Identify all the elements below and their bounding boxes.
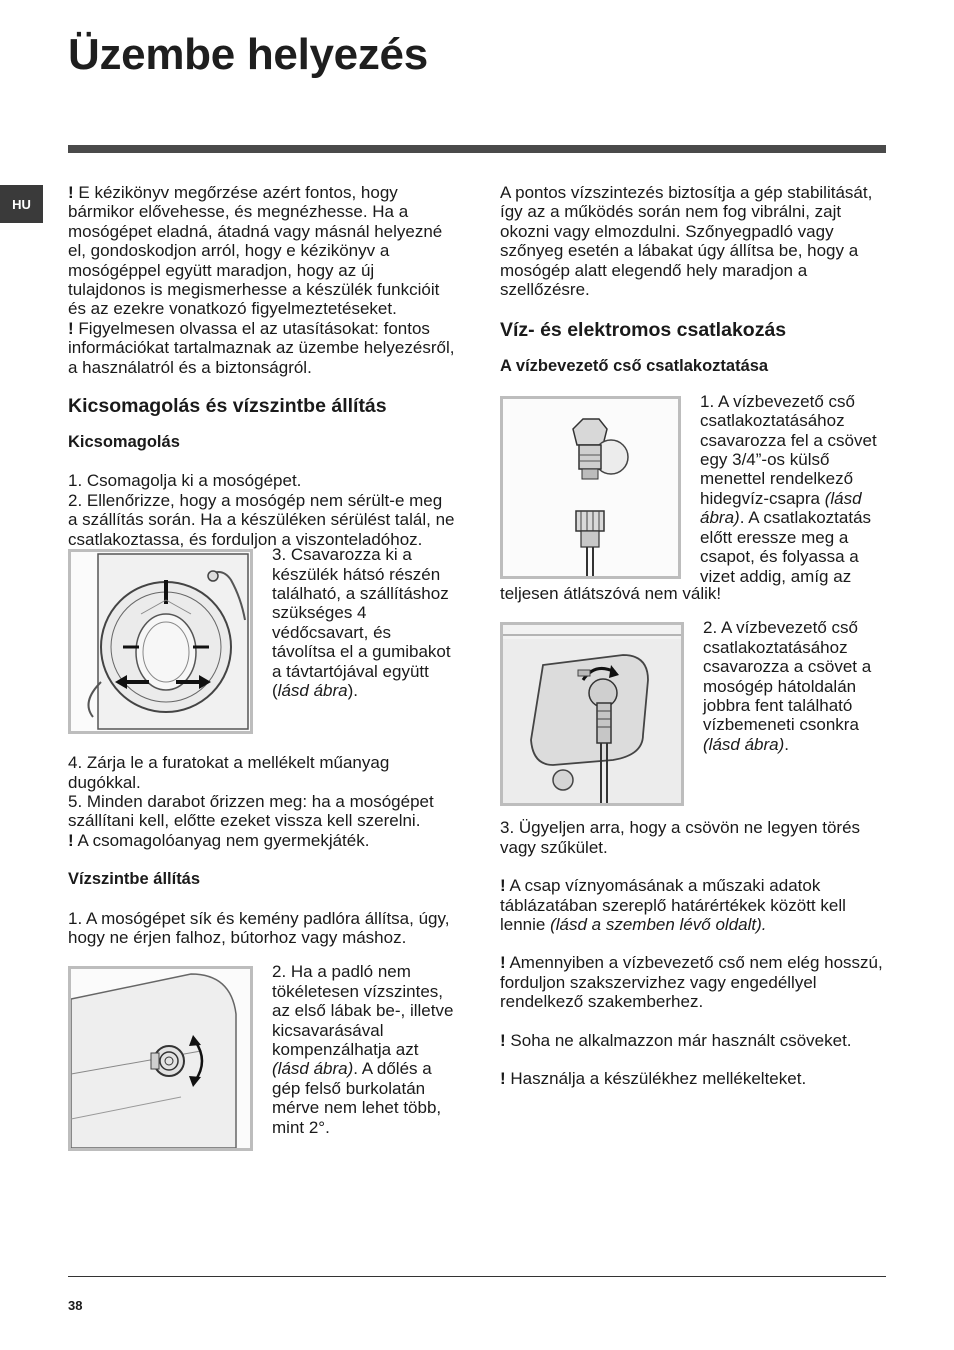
warning-mark: ! [500,876,506,896]
warning-hose-length [500,953,888,1011]
unpack-step-5: 5. Minden darabot őrizzen meg: ha a mosógépet szállítani kell, előtte ezeket vissza kell szerelni. [68,791,434,831]
inlet-step-2-end: . [784,734,789,754]
intro-paragraph-2 [68,319,456,377]
tap-hose-icon [503,399,678,576]
unpack-warning [68,831,456,850]
inlet-step-1-mid: . A csatlakoztatás előtt eressze meg a csapot, és folyassa a vizet addig, amíg az [700,508,872,586]
warning-mark: ! [68,183,74,202]
heading-water-electric: Víz- és elektromos csatlakozás [500,319,787,342]
see-figure-ref: (lásd ábra) [703,734,785,754]
warning-mark: ! [500,1068,506,1088]
machine-inlet-figure [500,622,684,806]
washing-machine-rear-icon [71,552,250,731]
heading-unpacking-leveling: Kicsomagolás és vízszintbe állítás [68,395,387,418]
intro-text-2: Figyelmesen olvassa el az utasításokat: fontos információkat tartalmaznak az üzembe helyezésről, a használatról és a biztonságról. [68,318,455,377]
title-divider [68,145,886,153]
warning-used-hoses-text: Soha ne alkalmazzon már használt csöveket. [510,1030,852,1050]
subheading-inlet-hose: A vízbevezető cső csatlakoztatása [500,357,769,376]
warning-hose-length-text: Amennyiben a vízbevezető cső nem elég hosszú, forduljon szakszervizhez vagy engedéllyel rendelkező szakemberhez. [500,953,883,1012]
inlet-step-2-text: 2. A vízbevezető cső csatlakoztatásához csavarozza a csövet a mosógép hátoldalán jobbra fent található vízbemeneti csonkra [703,618,872,735]
see-figure-ref: (lásd ábra) [700,488,862,528]
leveling-intro: A pontos vízszintezés biztosítja a gép stabilitását, így az a működés során nem fog vibrálni, zajt okozni vagy elmozdulni. Szőnyegpadló vagy szőnyeg esetén a lábakat úgy állítsa be, hogy a mosógép alatt elegendő hely maradjon a szellőzésre. [500,183,873,300]
warning-supplied-parts [500,1069,888,1088]
step-3-text: 3. Csavarozza ki a készülék hátsó részén található, a szállításhoz szükséges 4 védőcsavart, és távolítsa el a gumibakot a távtartójával együtt ( [272,545,451,700]
warning-mark: ! [500,953,506,973]
warning-mark: ! [500,1030,506,1050]
warning-mark: ! [68,318,74,338]
unpack-step-4: 4. Zárja le a furatokat a mellékelt műanyag dugókkal. [68,753,390,792]
leveling-foot-figure [68,966,253,1151]
inlet-step-1-text: 1. A vízbevezető cső csatlakoztatásához csavarozza fel a csövet egy 3/4”-os külső menettel rendelkező hidegvíz-csapra [700,391,877,508]
machine-inlet-hose-icon [503,625,681,803]
unpack-step-3 [253,545,456,700]
inlet-step-3: 3. Ügyeljen arra, hogy a csövön ne legyen törés vagy szűkület. [500,818,861,857]
warning-supplied-parts-text: Használja a készülékhez mellékelteket. [510,1068,807,1088]
tap-connection-figure [500,396,681,579]
level-step-2 [253,962,456,1137]
unpack-step-2: 2. Ellenőrizze, hogy a mosógép nem sérült-e meg a szállítás során. Ha a készüléken sérülést talál, ne csatlakoztassa, és forduljon a viszonteladóhoz. [68,490,455,549]
intro-paragraph-1 [68,183,456,319]
right-column [500,183,888,1088]
subheading-leveling: Vízszintbe állítás [68,870,201,889]
inlet-step-1 [681,392,888,586]
unpack-step-1: 1. Csomagolja ki a mosógépet. [68,471,302,491]
level-step-2-end: . A dőlés a gép felső burkolatán mérve nem lehet több, mint 2°. [272,1059,442,1137]
language-tab: HU [0,185,43,223]
see-figure-ref: (lásd ábra) [272,1059,354,1079]
intro-text-1: E kézikönyv megőrzése azért fontos, hogy bármikor elővehesse, és megnézhesse. Ha a mosógépet eladná, átadná vagy másnál helyezné el, gondoskodjon arról, hogy e kézikönyv a mosógéppel együtt maradjon, hogy az új tulajdonos is megismerhesse a készülék funkcióit és az ezekre vonatkozó figyelmeztetéseket. [68,183,443,319]
rear-transport-bolts-figure [68,549,253,734]
warning-used-hoses [500,1031,888,1050]
see-opposite-page-ref: (lásd a szemben lévő oldalt). [550,914,767,934]
inlet-step-1-tail: teljesen átlátszóvá nem válik! [500,583,722,603]
see-figure-ref: lásd ábra [277,680,348,700]
warning-pressure [500,876,888,934]
step-3-end: ). [347,680,358,700]
page-title: Üzembe helyezés [68,30,428,79]
left-column [68,183,456,1151]
level-step-2-text: 2. Ha a padló nem tökéletesen vízszintes, az első lábak be-, illetve kicsavarásával kompenzálhatja azt [272,962,454,1059]
subheading-unpacking: Kicsomagolás [68,433,180,452]
level-step-1: 1. A mosógépet sík és kemény padlóra állítsa, úgy, hogy ne érjen falhoz, bútorhoz vagy máshoz. [68,908,450,947]
adjustable-foot-icon [71,969,250,1148]
warning-mark: ! [68,830,74,850]
unpack-warning-text: A csomagolóanyag nem gyermekjáték. [77,830,370,850]
footer-divider [68,1276,886,1277]
page-number: 38 [68,1298,83,1313]
inlet-step-2 [684,618,888,754]
warning-pressure-text: A csap víznyomásának a műszaki adatok táblázatában szereplő határértékek között kell lennie [500,876,846,934]
